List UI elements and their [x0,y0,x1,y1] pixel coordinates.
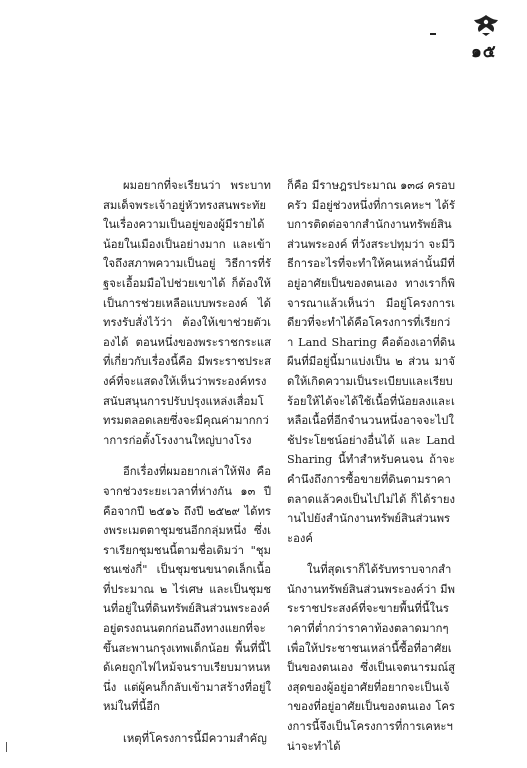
paragraph: อีกเรื่องที่ผมอยากเล่าให้ฟัง คือจากช่วงระยะเวลาที่ห่างกัน ๑๓ ปี คือจากปี ๒๕๑๖ ถึงปี ๒๕๒๙ ได้ทรงพระเมตตาชุมชนอีกกลุ่มหนึ่ง ซึ่งเราเรียกชุมชนนี้ตามชื่อเดิมว่า "ชุมชนเซ่งกี่" เป็นชุมชนขนาดเล็กเนื้อที่ประมาณ ๒ ไร่เศษ และเป็นชุมชนที่อยู่ในที่ดินทรัพย์สินส่วนพระองค์ อยู่ตรงถนนตกก่อนถึงทางแยกที่จะขึ้นสะพานกรุงเทพเด็กน้อย พื้นที่นี้ได้เคยถูกไฟไหม้จนราบเรียบมาหนหนึ่ง แต่ผู้คนก็กลับเข้ามาสร้างที่อยู่ใหม่ในที่นี้อีก [103,465,271,714]
left-column [103,176,271,761]
margin-mark [6,742,7,752]
royal-emblem-icon [469,14,503,36]
paragraph: ก็คือ มีราษฎรประมาณ ๑๓๘ ครอบครัว มีอยู่ช่วงหนึ่งที่การเคหะฯ ได้รับการติดต่อจากสำนักงานทรัพย์สินส่วนพระองค์ ที่วังสระปทุมว่า จะมีวิธีการอะไรที่จะทำให้คนเหล่านั้นมีที่อยู่อาศัยเป็นของตนเอง ทางเราก็พิจารณาแล้วเห็นว่า มีอยู่โครงการเดียวที่จะทำได้คือโครงการที่เรียกว่า Land Sharing คือต้องเอาที่ดินผืนที่มีอยู่นี้มาแบ่งเป็น ๒ ส่วน มาจัดให้เกิดความเป็นระเบียบและเรียบร้อยให้ได้จะได้ใช้เนื้อที่น้อยลงและเหลือเนื้อที่อีกจำนวนหนึ่งอาจจะไปใช้ประโยชน์อย่างอื่นได้ และ Land Sharing นี้ทำสำหรับคนจน ถ้าจะคำนึงถึงการซื้อขายที่ดินตามราคาตลาดแล้วคงเป็นไปไม่ได้ ก็ได้รายงานไปยังสำนักงานทรัพย์สินส่วนพระองค์ [287,179,455,545]
paragraph: เหตุที่โครงการนี้มีความสำคัญ [123,732,267,746]
paragraph: ในที่สุดเราก็ได้รับทราบจากสำนักงานทรัพย์สินส่วนพระองค์ว่า มีพระราชประสงค์ที่จะขายพื้นที่นี้ในราคาที่ต่ำกว่าราคาท้องตลาดมากๆ เพื่อให้ประชาชนเหล่านี้ซื้อที่อาศัยเป็นของตนเอง ซึ่งเป็นเจตนารมณ์สูงสุดของผู้อยู่อาศัยที่อยากจะเป็นเจ้าของที่อยู่อาศัยเป็นของตนเอง โครงการนี้จึงเป็นโครงการที่การเคหะฯ น่าจะทำได้ [287,563,455,753]
header-dash [430,33,436,35]
page-number: ๑๕ [471,42,497,62]
right-column [287,176,455,768]
paragraph: ผมอยากที่จะเรียนว่า พระบาทสมเด็จพระเจ้าอยู่หัวทรงสนพระทัยในเรื่องความเป็นอยู่ของผู้มีรายได้น้อยในเมืองเป็นอย่างมาก และเข้าใจถึงสภาพความเป็นอยู่ วิธีการที่รัฐจะเอื้อมมือไปช่วยเขาได้ ก็ต้องให้เป็นการช่วยเหลือแบบพระองค์ ได้ทรงรับสั่งไว้ว่า ต้องให้เขาช่วยตัวเองได้ ตอนหนึ่งของพระราชกระแสที่เกี่ยวกับเรื่องนี้คือ มีพระราชประสงค์ที่จะแสดงให้เห็นว่าพระองค์ทรงสนับสนุนการปรับปรุงแหล่งเสื่อมโทรมตลอดเลยซึ่งจะมีคุณค่ามากกว่าการก่อตั้งโรงงานใหญ่บางโรง [103,179,271,447]
